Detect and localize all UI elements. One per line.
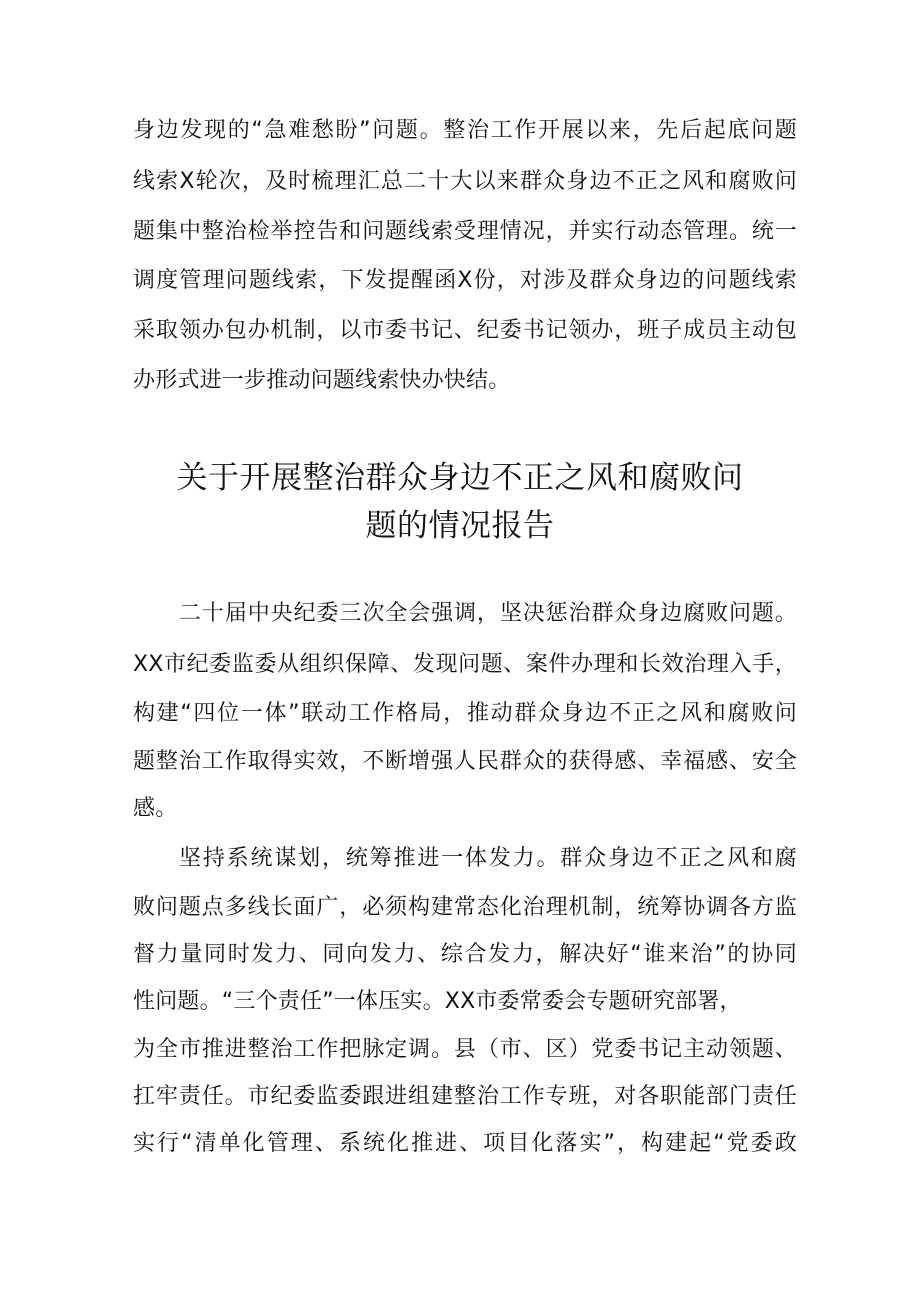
intro-line: 调度管理问题线索，下发提醒函X份，对涉及群众身边的问题线索 (133, 268, 797, 293)
intro-line: 采取领办包办机制，以市委书记、纪委书记领办，班子成员主动包 (133, 318, 797, 343)
paragraph-line: 督力量同时发力、同向发力、综合发力，解决好“谁来治”的协同 (133, 942, 797, 967)
paragraph-line: 性问题。“三个责任”一体压实。XX市委常委会专题研究部署， (133, 989, 742, 1014)
paragraph-line: 感。 (133, 796, 178, 821)
intro-line: 办形式进一步推动问题线索快办快结。 (133, 368, 511, 393)
paragraph-line: 实行“清单化管理、系统化推进、项目化落实”，构建起“党委政 (133, 1131, 797, 1156)
paragraph-line: 坚持系统谋划，统筹推进一体发力。群众身边不正之风和腐 (179, 846, 797, 871)
intro-line: 题集中整治检举控告和问题线索受理情况，并实行动态管理。统一 (133, 219, 797, 244)
intro-line: 身边发现的“急难愁盼”问题。整治工作开展以来，先后起底问题 (133, 118, 797, 143)
paragraph-line: 扛牢责任。市纪委监委跟进组建整治工作专班，对各职能部门责任 (133, 1084, 797, 1109)
paragraph-line: 败问题点多线长面广，必须构建常态化治理机制，统筹协调各方监 (133, 895, 797, 920)
paragraph-line: 为全市推进整治工作把脉定调。县（市、区）党委书记主动领题、 (133, 1037, 797, 1062)
paragraph-line: 二十届中央纪委三次全会强调，坚决惩治群众身边腐败问题。 (179, 601, 797, 626)
intro-line: 线索X轮次，及时梳理汇总二十大以来群众身边不正之风和腐败问 (133, 169, 797, 194)
title-line: 关于开展整治群众身边不正之风和腐败问 (176, 460, 744, 496)
paragraph-line: XX市纪委监委从组织保障、发现问题、案件办理和长效治理入手， (133, 652, 797, 677)
title-line: 题的情况报告 (365, 508, 555, 544)
paragraph-line: 构建“四位一体”联动工作格局，推动群众身边不正之风和腐败问 (133, 701, 797, 726)
paragraph-line: 题整治工作取得实效，不断增强人民群众的获得感、幸福感、安全 (133, 749, 797, 774)
